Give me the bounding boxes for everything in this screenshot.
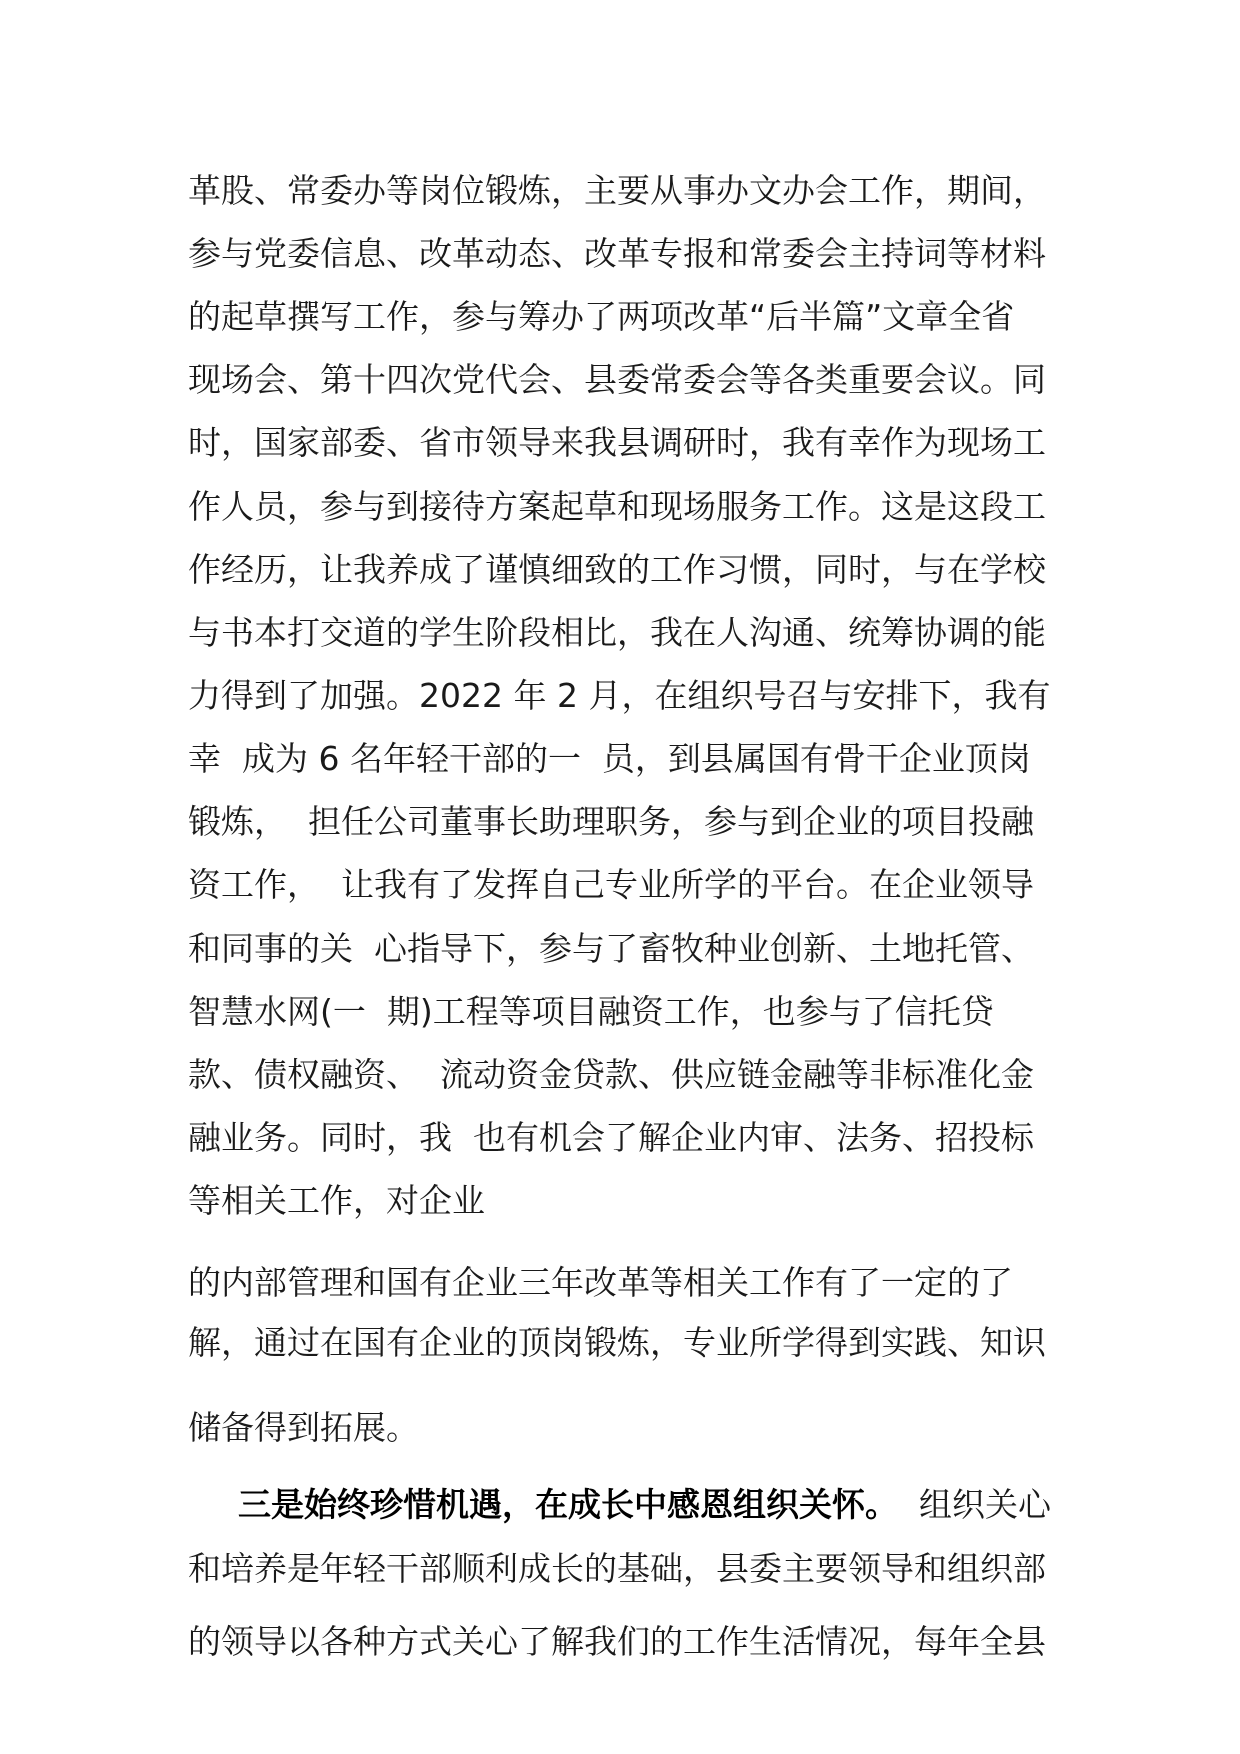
paragraph-line: 幸 成为 6 名年轻干部的一 员，到县属国有骨干企业顶岗 [188,739,1031,778]
paragraph-line: 锻炼， 担任公司董事长助理职务，参与到企业的项目投融 [188,802,1034,841]
paragraph-line: 与书本打交道的学生阶段相比，我在人沟通、统筹协调的能 [188,613,1046,652]
paragraph-line: 作经历，让我养成了谨慎细致的工作习惯，同时，与在学校 [188,550,1046,589]
paragraph-line: 力得到了加强。2022 年 2 月，在组织号召与安排下，我有 [188,676,1051,715]
paragraph-line: 参与党委信息、改革动态、改革专报和常委会主持词等材料 [188,234,1046,273]
paragraph-line: 智慧水网(一 期)工程等项目融资工作，也参与了信托贷 [188,992,994,1031]
paragraph-line: 时，国家部委、省市领导来我县调研时，我有幸作为现场工 [188,423,1046,462]
section-first-line-rest: 组织关心 [898,1485,1051,1524]
section-first-line [238,1483,1068,1527]
paragraph-line: 款、债权融资、 流动资金贷款、供应链金融等非标准化金 [188,1055,1034,1094]
paragraph-line: 和同事的关 心指导下，参与了畜牧种业创新、土地托管、 [188,929,1034,968]
paragraph-line: 的领导以各种方式关心了解我们的工作生活情况，每年全县 [188,1622,1046,1661]
paragraph-line: 作人员，参与到接待方案起草和现场服务工作。这是这段工 [188,487,1046,526]
paragraph-line: 革股、常委办等岗位锻炼，主要从事办文办会工作，期间， [188,171,1046,210]
paragraph-line: 解，通过在国有企业的顶岗锻炼，专业所学得到实践、知识 [188,1323,1046,1362]
paragraph-line: 等相关工作，对企业 [188,1181,485,1220]
paragraph-line: 的起草撰写工作，参与筹办了两项改革“后半篇”文章全省 [188,297,1015,336]
section-heading: 三是始终珍惜机遇，在成长中感恩组织关怀。 [238,1485,898,1524]
paragraph-line: 和培养是年轻干部顺利成长的基础，县委主要领导和组织部 [188,1549,1046,1588]
paragraph-line: 的内部管理和国有企业三年改革等相关工作有了一定的了 [188,1263,1013,1302]
paragraph-line: 储备得到拓展。 [188,1408,419,1447]
paragraph-line: 现场会、第十四次党代会、县委常委会等各类重要会议。同 [188,360,1046,399]
paragraph-line: 融业务。同时，我 也有机会了解企业内审、法务、招投标 [188,1118,1034,1157]
paragraph-line: 资工作， 让我有了发挥自己专业所学的平台。在企业领导 [188,865,1034,904]
